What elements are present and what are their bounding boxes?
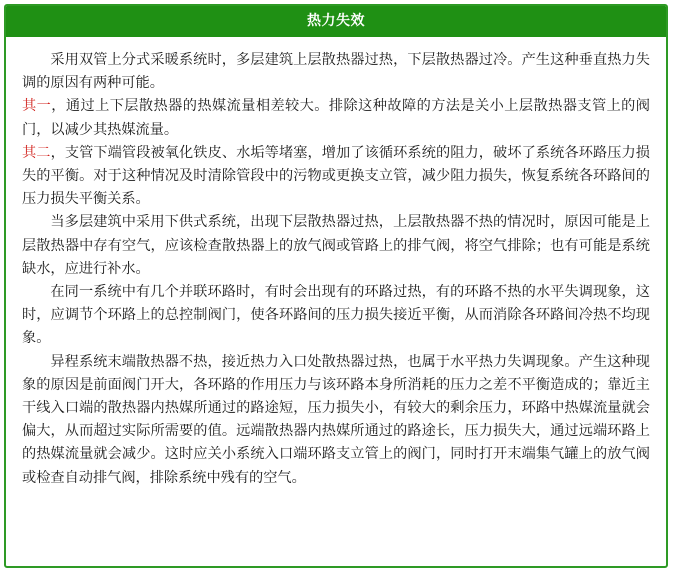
article-card (4, 4, 668, 568)
paragraph-reverse-return (22, 351, 650, 490)
paragraph-intro-text: 采用双管上分式采暖系统时，多层建筑上层散热器过热，下层散热器过冷。产生这种垂直热力失调的原因有两种可能。 (22, 52, 650, 92)
paragraph-reverse-return-text: 异程系统末端散热器不热，接近热力入口处散热器过热，也属于水平热力失调现象。产生这种现象的原因是前面阀门开大，各环路的作用压力与该环路本身所消耗的压力之差不平衡造成的；靠近主干线入口端的散热器内热媒所通过的路途短，压力损失小，有较大的剩余压力，环路中热媒流量就会偏大，从而超过实际所需要的值。远端散热器内热媒所通过的路途长，压力损失大，通过远端环路上的热媒流量就会减少。这时应关小系统入口端环路支立管上的阀门，同时打开末端集气罐上的放气阀或检查自动排气阀，排除系统中残有的空气。 (22, 353, 650, 486)
paragraph-downfeed-text: 当多层建筑中采用下供式系统，出现下层散热器过热，上层散热器不热的情况时，原因可能是上层散热器中存有空气，应该检查散热器上的放气阀或管路上的排气阀，将空气排除；也有可能是系统缺水，应进行补水。 (22, 214, 650, 277)
paragraph-parallel-loops-text: 在同一系统中有几个并联环路时，有时会出现有的环路过热，有的环路不热的水平失调现象，这时，应调节个环路上的总控制阀门，使各环路间的压力损失接近平衡，从而消除各环路间冷热不均现象。 (22, 284, 650, 347)
cause-two-label: 其二 (22, 144, 51, 161)
section-title: 热力失效 (307, 13, 365, 29)
paragraph-downfeed (22, 211, 650, 281)
cause-one-label: 其一 (22, 98, 52, 115)
article-body (6, 37, 666, 490)
paragraph-intro (22, 49, 650, 95)
paragraph-cause-one (22, 95, 650, 141)
paragraph-parallel-loops (22, 281, 650, 351)
paragraph-cause-two (22, 142, 650, 212)
cause-one-text: ，通过上下层散热器的热媒流量相差较大。排除这种故障的方法是关小上层散热器支管上的阀门，以减少其热媒流量。 (22, 98, 650, 138)
cause-two-text: ，支管下端管段被氧化铁皮、水垢等堵塞，增加了该循环系统的阻力，破坏了系统各环路压力损失的平衡。对于这种情况及时清除管段中的污物或更换支立管，减少阻力损失，恢复系统各环路间的压力损失平衡关系。 (22, 144, 650, 208)
section-header (6, 6, 666, 37)
